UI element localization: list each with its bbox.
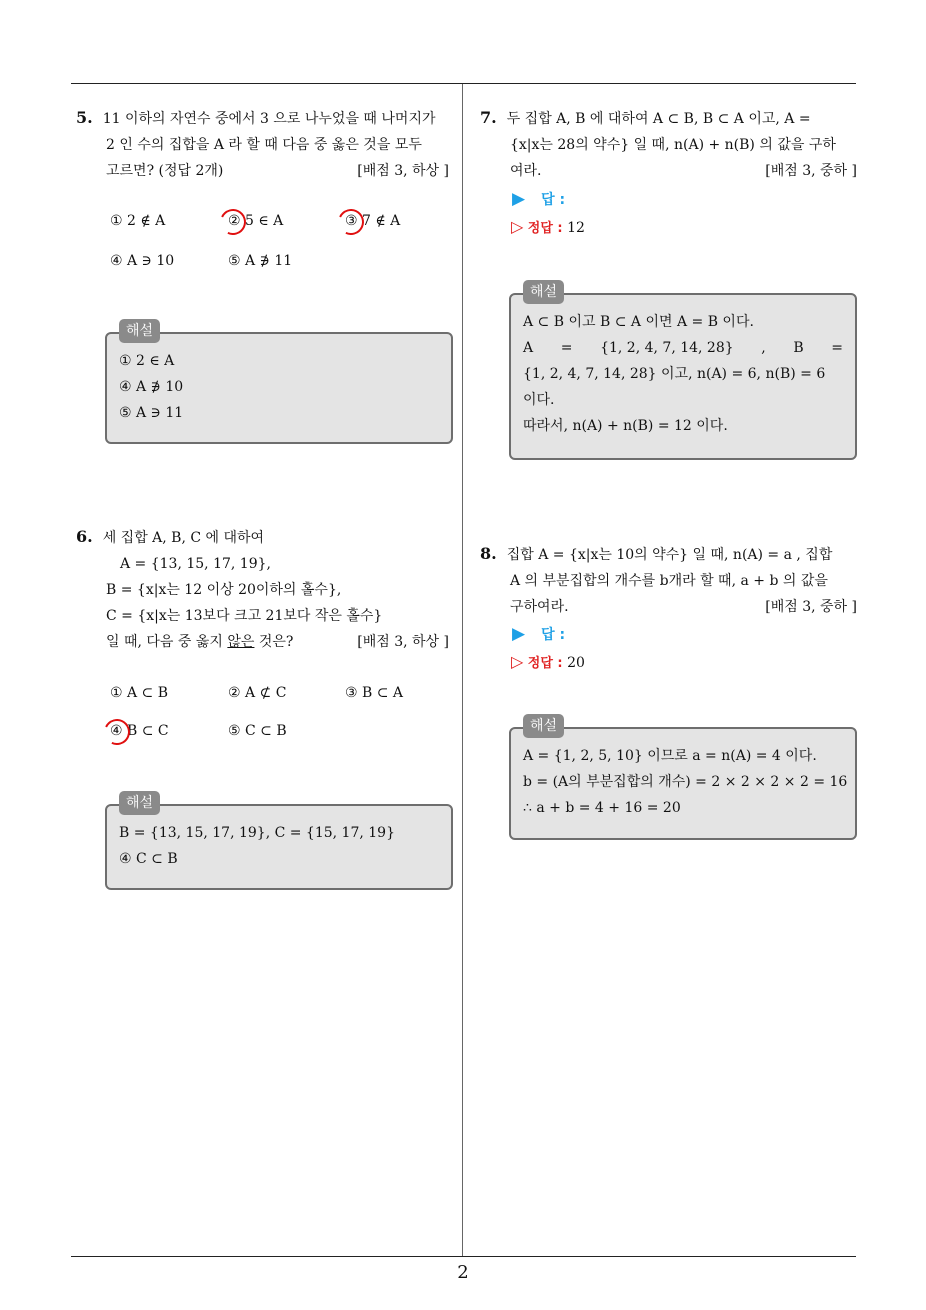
q6-option-4[interactable]: ④ B ⊂ C	[110, 723, 169, 739]
q5-solution-line-3: ⑤ A ∋ 11	[119, 405, 184, 421]
q8-line-2: A 의 부분집합의 개수를 b개라 할 때, a + b 의 값을	[510, 573, 828, 589]
q7-line-3	[480, 158, 857, 184]
q6-number: 6.	[76, 527, 93, 546]
q5-solution-line-1: ① 2 ∈ A	[119, 353, 175, 369]
q7-line-2: {x|x는 28의 약수} 일 때, n(A) + n(B) 의 값을 구하	[510, 137, 836, 153]
page-number: 2	[457, 1262, 469, 1283]
q6-ask-pre: 일 때, 다음 중 옳지	[106, 634, 228, 650]
q8-text-1: 집합 A = {x|x는 10의 약수} 일 때, n(A) = a , 집합	[506, 547, 833, 563]
q7-sol2-b: B	[793, 340, 804, 356]
q7-correct-value: 12	[567, 220, 585, 236]
q8-score: [배점 3, 중하 ]	[765, 599, 857, 615]
q5-text-3: 고르면? (정답 2개)	[106, 163, 224, 179]
q5-option-5[interactable]: ⑤ A ∌ 11	[228, 253, 293, 269]
q7-sol2-eq1: =	[560, 340, 573, 356]
q8-solution-line-2: b = (A의 부분집합의 개수) = 2 × 2 × 2 × 2 = 16	[523, 774, 848, 790]
q7-sol2-comma: ,	[761, 340, 766, 356]
q8-line-3	[480, 594, 857, 620]
q6-solution-box	[105, 795, 453, 890]
q7-solution-tag: 해설	[523, 280, 564, 304]
column-divider	[462, 84, 463, 1256]
outline-play-icon: ▷	[511, 217, 524, 236]
q8-solution-tag: 해설	[523, 714, 564, 738]
q6-solution-tag: 해설	[119, 791, 160, 815]
q7-solution-line-4: 이다.	[523, 392, 555, 408]
q7-correct-label: 정답 :	[527, 221, 563, 236]
q6-option-5[interactable]: ⑤ C ⊂ B	[228, 723, 287, 739]
q7-text-1: 두 집합 A, B 에 대하여 A ⊂ B, B ⊂ A 이고, A =	[506, 111, 811, 127]
q8-answer-label: 답 :	[541, 627, 566, 643]
q6-set-b: B = {x|x는 12 이상 20이하의 홀수},	[106, 582, 342, 598]
bottom-rule	[71, 1256, 856, 1257]
q5-option-2-circle-mark	[216, 205, 249, 238]
q5-option-3[interactable]: ③ 7 ∉ A	[345, 213, 401, 229]
play-icon: ▶	[512, 624, 526, 644]
q8-solution-line-1: A = {1, 2, 5, 10} 이므로 a = n(A) = 4 이다.	[523, 748, 817, 764]
q8-number: 8.	[480, 544, 497, 563]
q6-option-1[interactable]: ① A ⊂ B	[110, 685, 169, 701]
q6-solution-line-2: ④ C ⊂ B	[119, 851, 178, 867]
question-7	[480, 105, 857, 184]
q6-option-4-circle-mark	[100, 715, 133, 748]
q6-option-3[interactable]: ③ B ⊂ A	[345, 685, 404, 701]
q6-set-a: A = {13, 15, 17, 19},	[120, 556, 271, 572]
q7-number: 7.	[480, 108, 497, 127]
q8-answer-row	[512, 624, 565, 644]
q8-line-1	[480, 541, 857, 568]
q5-score: [배점 3, 하상 ]	[357, 163, 449, 179]
q7-solution-line-5: 따라서, n(A) + n(B) = 12 이다.	[523, 418, 728, 434]
q7-correct-row	[511, 217, 585, 236]
top-rule	[71, 83, 856, 84]
q5-line-2: 2 인 수의 집합을 A 라 할 때 다음 중 옳은 것을 모두	[106, 137, 422, 153]
q7-answer-label: 답 :	[541, 192, 566, 208]
q7-solution-line-1: A ⊂ B 이고 B ⊂ A 이면 A = B 이다.	[523, 314, 754, 330]
question-8	[480, 541, 857, 620]
q7-solution-line-3: {1, 2, 4, 7, 14, 28} 이고, n(A) = 6, n(B) = 6	[523, 366, 826, 382]
q5-option-4[interactable]: ④ A ∋ 10	[110, 253, 175, 269]
q7-sol2-a: A	[523, 340, 534, 356]
q7-sol2-set: {1, 2, 4, 7, 14, 28}	[600, 340, 734, 356]
q7-line-1	[480, 105, 857, 132]
q7-text-3: 여라.	[510, 163, 542, 179]
q8-correct-label: 정답 :	[527, 656, 563, 671]
q6-ask-line	[76, 629, 449, 655]
q6-score: [배점 3, 하상 ]	[357, 634, 449, 650]
q6-option-2[interactable]: ② A ⊄ C	[228, 685, 287, 701]
play-icon: ▶	[512, 189, 526, 209]
q6-line-1	[76, 524, 449, 551]
q5-number: 5.	[76, 108, 93, 127]
q7-solution-box	[509, 284, 857, 460]
q6-solution-line-1: B = {13, 15, 17, 19}, C = {15, 17, 19}	[119, 825, 395, 841]
q8-solution-line-3: ∴ a + b = 4 + 16 = 20	[523, 800, 681, 816]
q5-option-3-circle-mark	[334, 205, 367, 238]
q5-line-1	[76, 105, 449, 132]
q7-sol2-eq2: =	[831, 340, 843, 356]
q6-ask-post: 것은?	[254, 634, 294, 650]
q5-solution-box	[105, 323, 453, 444]
question-6	[76, 524, 449, 655]
q5-solution-line-2: ④ A ∌ 10	[119, 379, 184, 395]
q8-correct-row	[511, 652, 585, 671]
q7-solution-line-2	[523, 335, 843, 361]
q8-correct-value: 20	[567, 655, 585, 671]
q5-option-2[interactable]: ② 5 ∈ A	[228, 213, 284, 229]
q8-solution-box	[509, 718, 857, 840]
outline-play-icon: ▷	[511, 652, 524, 671]
q8-text-3: 구하여라.	[510, 599, 569, 615]
q5-line-3	[76, 158, 449, 184]
q5-text-1: 11 이하의 자연수 중에서 3 으로 나누었을 때 나머지가	[102, 111, 436, 127]
question-5	[76, 105, 449, 184]
q6-ask-underlined: 않은	[227, 634, 255, 650]
q6-text-1: 세 집합 A, B, C 에 대하여	[102, 530, 265, 546]
q7-score: [배점 3, 중하 ]	[765, 163, 857, 179]
q5-option-1[interactable]: ① 2 ∉ A	[110, 213, 166, 229]
q7-answer-row	[512, 189, 565, 209]
q6-set-c: C = {x|x는 13보다 크고 21보다 작은 홀수}	[106, 608, 383, 624]
q5-solution-tag: 해설	[119, 319, 160, 343]
